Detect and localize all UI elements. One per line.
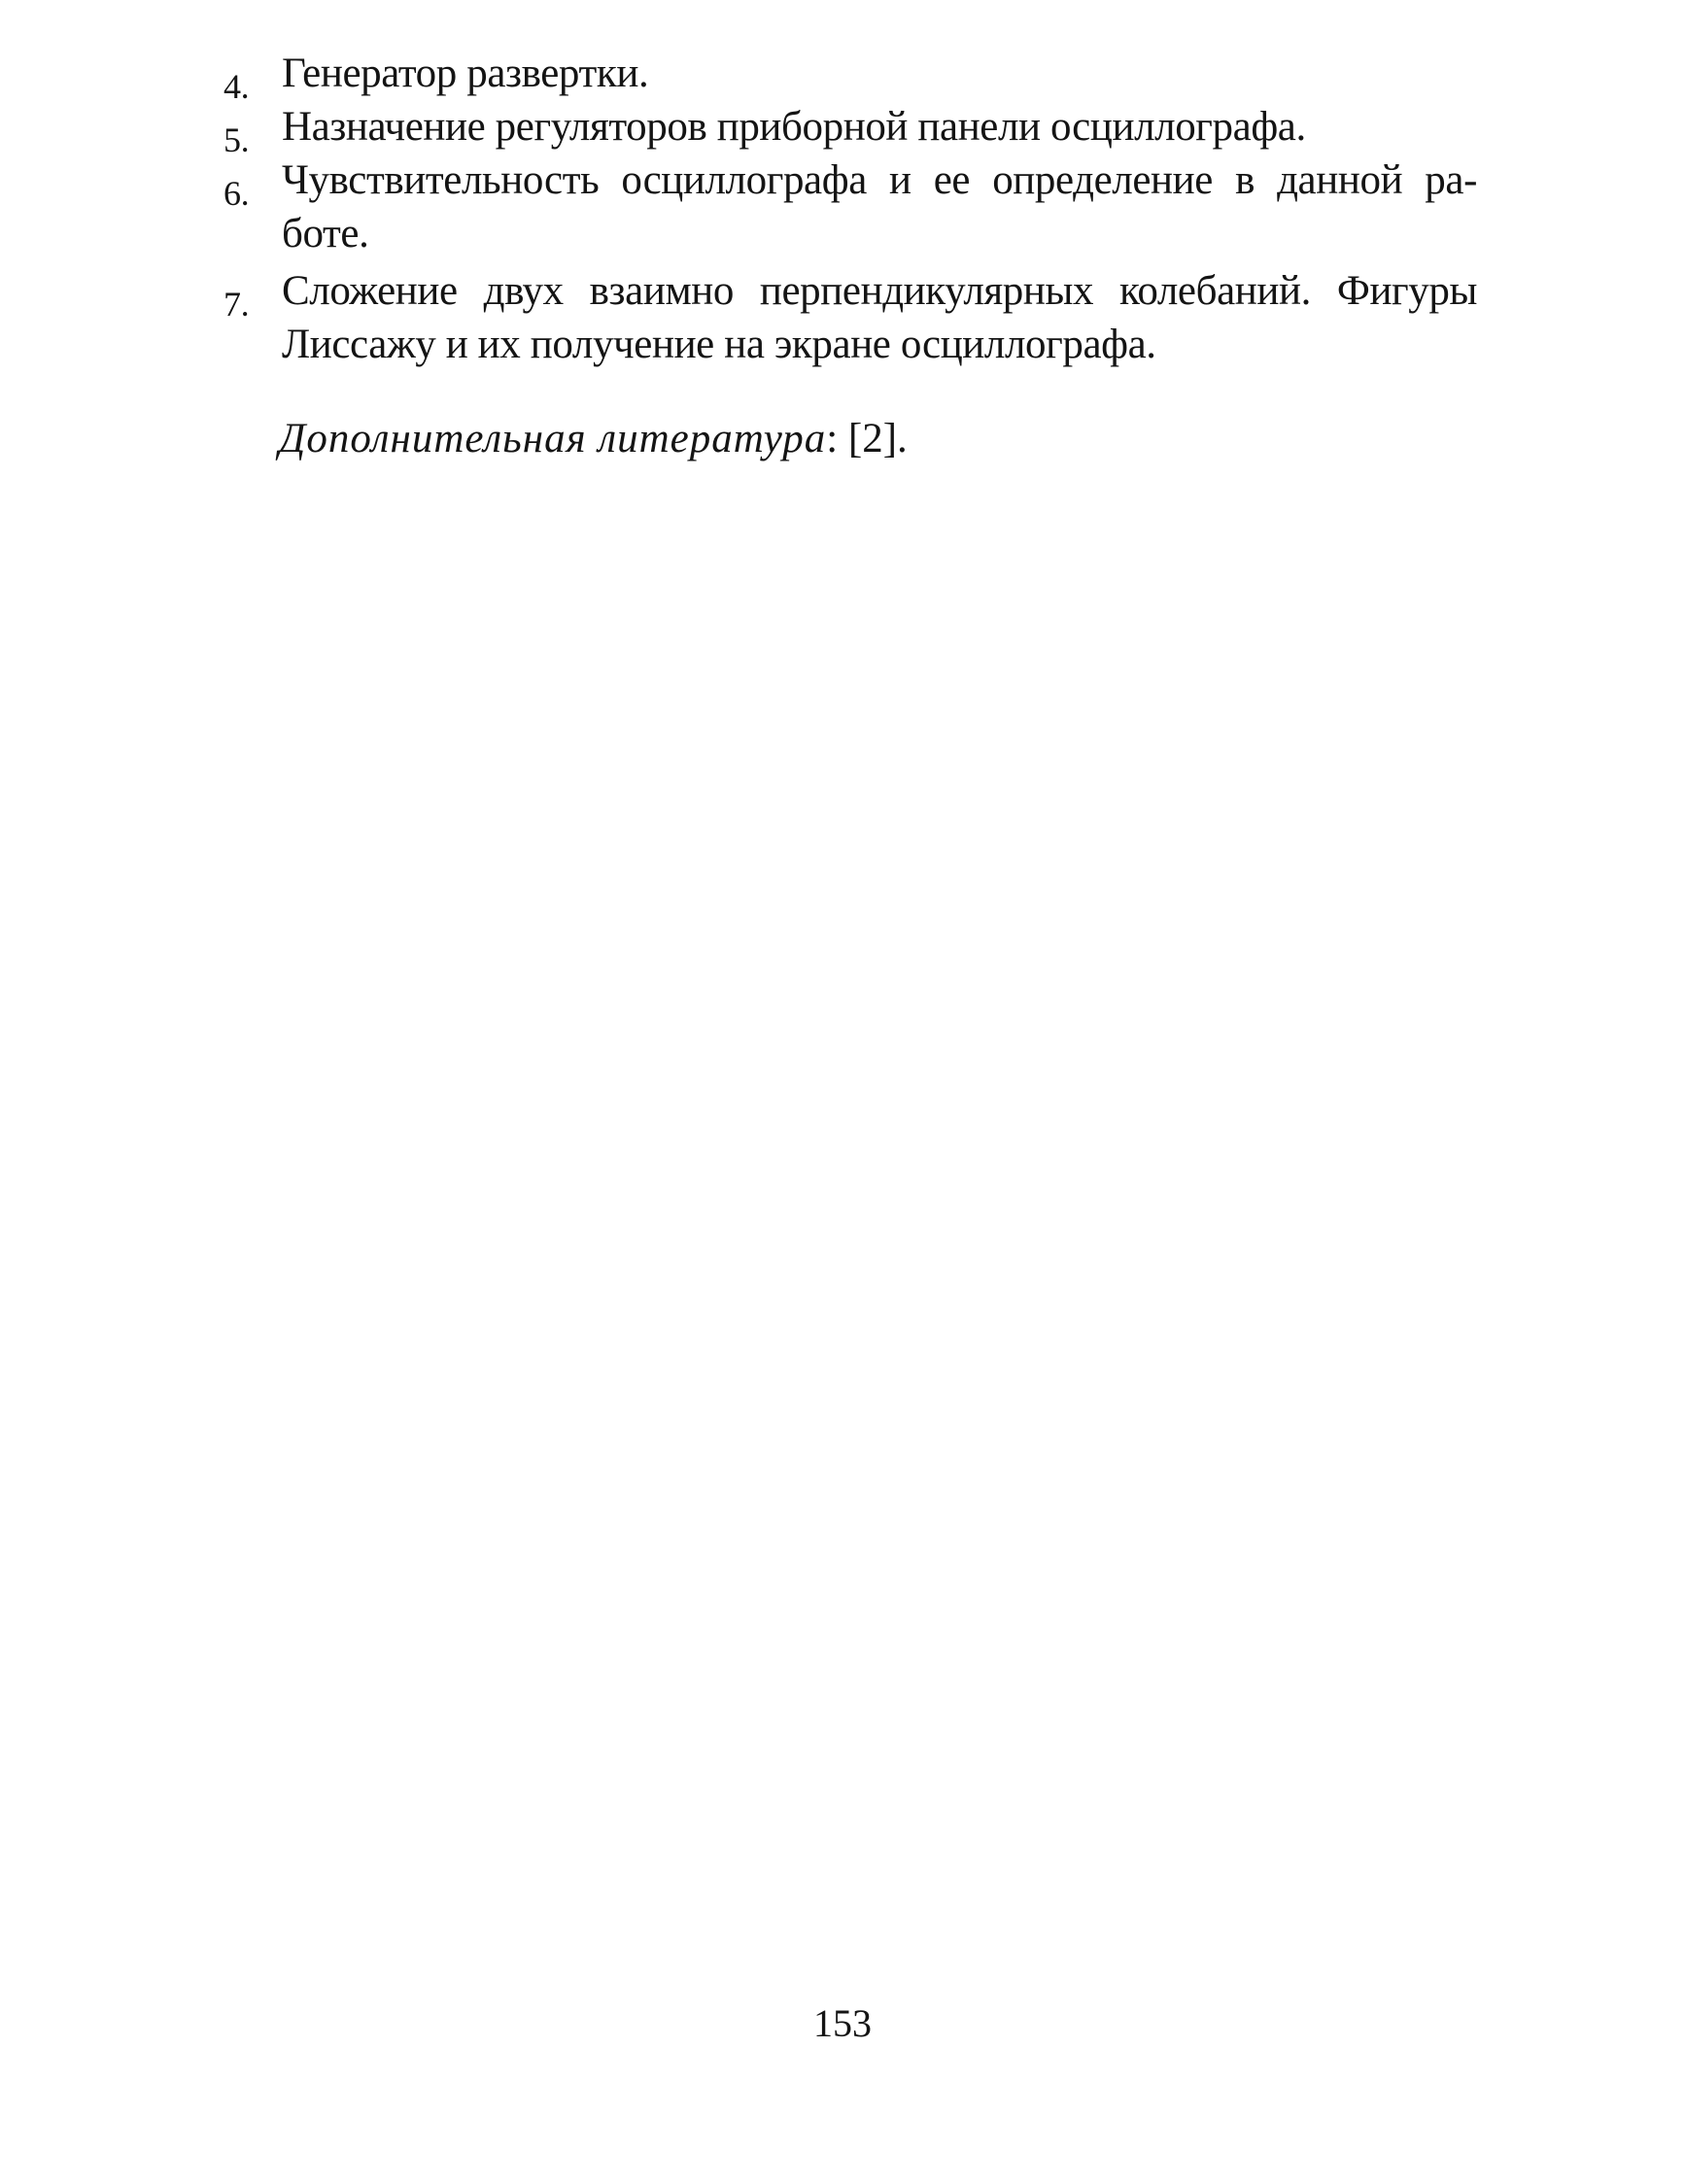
page-number: 153	[813, 2001, 872, 2045]
question-list	[224, 47, 1477, 371]
literature-separator: :	[826, 416, 839, 461]
literature-reference: [2].	[838, 416, 908, 461]
question-text: Генератор развертки.	[282, 51, 649, 96]
question-number: 6.	[224, 174, 250, 213]
literature-label: Дополнительная литература	[279, 416, 827, 461]
question-item	[224, 47, 1477, 106]
question-text: Чувствительность осциллографа и ее определение в данной ра-боте.	[282, 157, 1477, 256]
question-text: Назначение регуляторов приборной панели осциллографа.	[282, 104, 1306, 150]
question-number: 7.	[224, 285, 250, 324]
question-item	[224, 264, 1477, 371]
question-number: 5.	[224, 120, 250, 159]
question-text: Сложение двух взаимно перпендикулярных колебаний. Фигуры Лиссажу и их получение на экране осциллографа.	[282, 268, 1477, 367]
question-item	[224, 154, 1477, 260]
question-number: 4.	[224, 67, 250, 106]
question-item	[224, 100, 1477, 159]
additional-literature	[279, 412, 908, 465]
